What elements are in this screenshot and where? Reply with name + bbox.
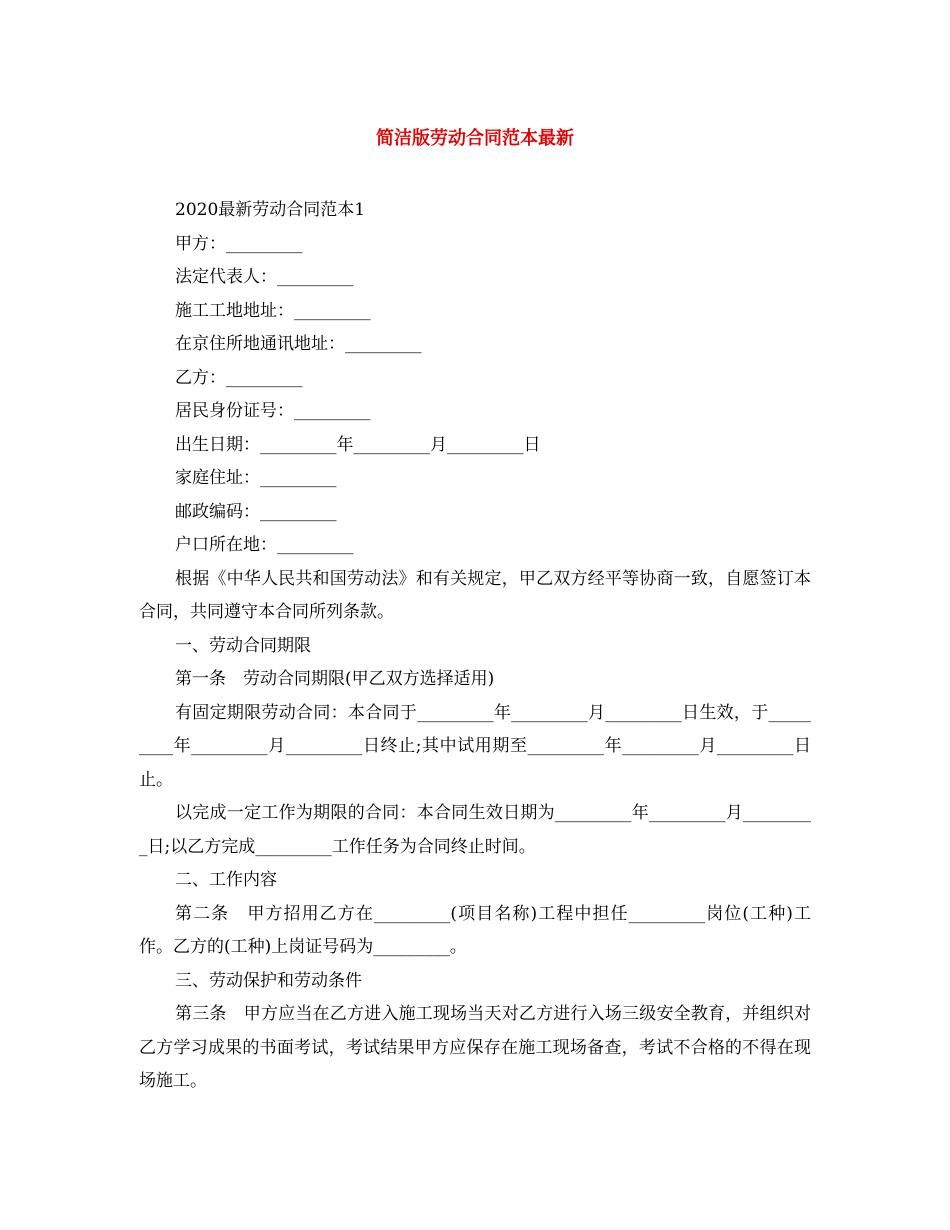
legal-representative-field: 法定代表人：_________ (175, 267, 354, 287)
article-2-paragraph: 第二条 甲方招用乙方在_________(项目名称)工程中担任_________岗位(工种)工作。乙方的(工种)上岗证号码为_________。 (139, 903, 811, 957)
fixed-term-paragraph: 有固定期限劳动合同：本合同于_________年_________月_________日生效，于_________年_________月_________日终止;其中试用期至_________年_________月_________日止。 (139, 702, 811, 790)
preamble-paragraph: 根据《中华人民共和国劳动法》和有关规定，甲乙双方经平等协商一致，自愿签订本合同，共同遵守本合同所列条款。 (139, 568, 811, 622)
document-body (139, 194, 811, 1099)
article-1-heading: 第一条 劳动合同期限(甲乙双方选择适用) (175, 669, 495, 689)
article-3-paragraph: 第三条 甲方应当在乙方进入施工现场当天对乙方进行入场三级安全教育，并组织对乙方学习成果的书面考试，考试结果甲方应保存在施工现场备查，考试不合格的不得在现场施工。 (139, 1004, 811, 1091)
party-a-field: 甲方：_________ (175, 233, 303, 254)
contract-heading: 2020最新劳动合同范本1 (175, 200, 366, 220)
section-heading-term: 一、劳动合同期限 (175, 635, 311, 656)
section-heading-work: 二、工作内容 (175, 870, 277, 890)
id-number-field: 居民身份证号：_________ (175, 401, 371, 421)
home-address-field: 家庭住址：_________ (175, 468, 337, 488)
section-heading-protection: 三、劳动保护和劳动条件 (175, 970, 362, 991)
task-term-paragraph: 以完成一定工作为期限的合同：本合同生效日期为_________年_________月_________日;以乙方完成_________工作任务为合同终止时间。 (139, 803, 811, 857)
household-registration-field: 户口所在地：_________ (175, 535, 354, 555)
postal-code-field: 邮政编码：_________ (175, 501, 337, 522)
document-title: 简洁版劳动合同范本最新 (376, 128, 574, 149)
birth-date-field: 出生日期：_________年_________月_________日 (175, 434, 541, 455)
site-address-field: 施工工地地址：_________ (175, 300, 371, 321)
party-b-field: 乙方：_________ (175, 367, 303, 388)
beijing-address-field: 在京住所地通讯地址：_________ (175, 334, 422, 354)
